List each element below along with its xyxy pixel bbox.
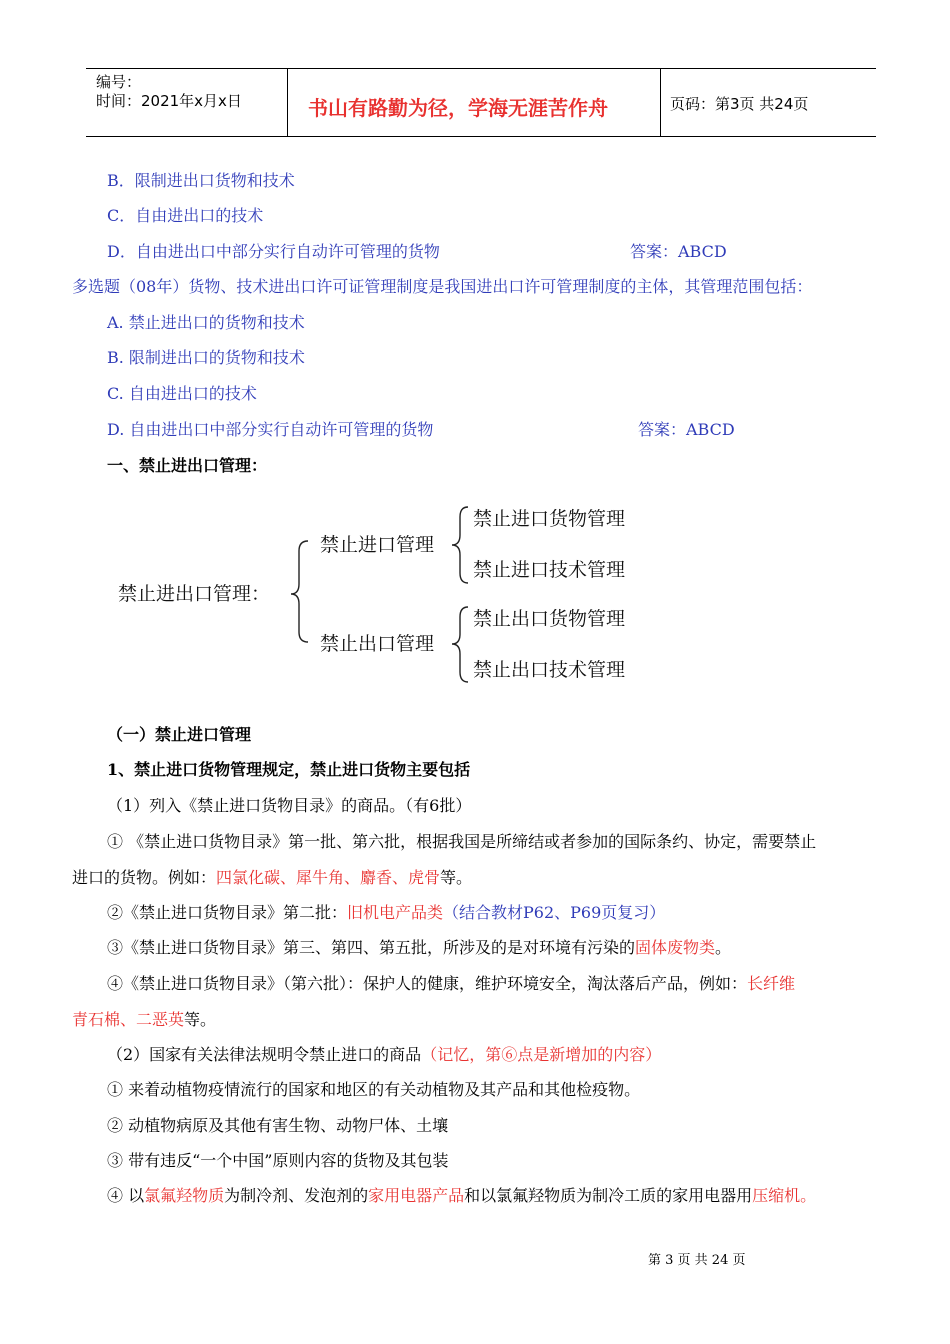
q2-stem: 多选题（08年）货物、技术进出口许可证管理制度是我国进出口许可管理制度的主体，其管理范围包括：: [72, 277, 813, 296]
subsection-title: （一）禁止进口管理: [107, 725, 252, 744]
law-item-1: ① 来着动植物疫情流行的国家和地区的有关动植物及其产品和其他检疫物。: [107, 1080, 641, 1099]
paragraph-list-intro: （1）列入《禁止进口货物目录》的商品。（有6批）: [107, 796, 472, 815]
q1-option-b: B．限制进出口货物和技术: [107, 171, 295, 190]
tree-brace-root: [291, 541, 308, 642]
item-title: 1、禁止进口货物管理规定，禁止进口货物主要包括: [107, 760, 471, 779]
section-title: 一、禁止进出口管理：: [107, 456, 268, 475]
paragraph-d-line1: ④《禁止进口货物目录》（第六批）：保护人的健康，维护环境安全，淘汰落后产品，例如：长纤维: [107, 974, 796, 993]
header-motto: 书山有路勤为径，学海无涯苦作舟: [308, 96, 608, 120]
tree-leaf-export-tech: 禁止出口技术管理: [473, 659, 626, 681]
tree-brace-export: [452, 607, 468, 682]
law-item-2: ② 动植物病原及其他有害生物、动物尸体、土壤: [107, 1116, 449, 1135]
paragraph-a-line1: ① 《禁止进口货物目录》第一批、第六批，根据我国是所缔结或者参加的国际条约、协定，需要禁止: [107, 832, 817, 851]
tree-branch-import: 禁止进口管理: [320, 534, 435, 556]
header-code-label: 编号：: [96, 73, 142, 91]
tree-leaf-import-goods: 禁止进口货物管理: [473, 508, 626, 530]
q2-answer: 答案：ABCD: [638, 420, 735, 439]
q2-option-b: B. 限制进出口的货物和技术: [107, 348, 305, 367]
law-item-4: ④ 以氯氟羟物质为制冷剂、发泡剂的家用电器产品和以氯氟羟物质为制冷工质的家用电器用压缩机。: [107, 1186, 817, 1205]
law-item-3: ③ 带有违反“一个中国”原则内容的货物及其包装: [107, 1151, 449, 1170]
tree-leaf-export-goods: 禁止出口货物管理: [473, 608, 626, 630]
paragraph-b: ②《禁止进口货物目录》第二批：旧机电产品类（结合教材P62、P69页复习）: [107, 903, 666, 922]
header-date-label: 时间：2021年x月x日: [96, 92, 242, 110]
q2-option-a: A. 禁止进出口的货物和技术: [107, 313, 305, 332]
paragraph-d-line2: 青石棉、二恶英等。: [72, 1010, 217, 1029]
header-page-label: 页码：第3页 共24页: [670, 95, 809, 113]
paragraph-a-line2: 进口的货物。例如：四氯化碳、犀牛角、麝香、虎骨等。: [72, 868, 473, 887]
tree-brace-import: [452, 507, 468, 583]
page-footer: 第 3 页 共 24 页: [648, 1253, 746, 1268]
tree-branch-export: 禁止出口管理: [320, 633, 435, 655]
q2-option-d: D. 自由进出口中部分实行自动许可管理的货物: [107, 420, 434, 439]
q2-option-c: C. 自由进出口的技术: [107, 384, 257, 403]
q1-answer: 答案：ABCD: [630, 242, 727, 261]
q1-option-c: C．自由进出口的技术: [107, 206, 264, 225]
tree-leaf-import-tech: 禁止进口技术管理: [473, 559, 626, 581]
paragraph-law-intro: （2）国家有关法律法规明令禁止进口的商品（记忆，第⑥点是新增加的内容）: [107, 1045, 662, 1064]
tree-root: 禁止进出口管理：: [118, 583, 271, 605]
paragraph-c: ③《禁止进口货物目录》第三、第四、第五批，所涉及的是对环境有污染的固体废物类。: [107, 938, 732, 957]
q1-option-d: D．自由进出口中部分实行自动许可管理的货物: [107, 242, 440, 261]
